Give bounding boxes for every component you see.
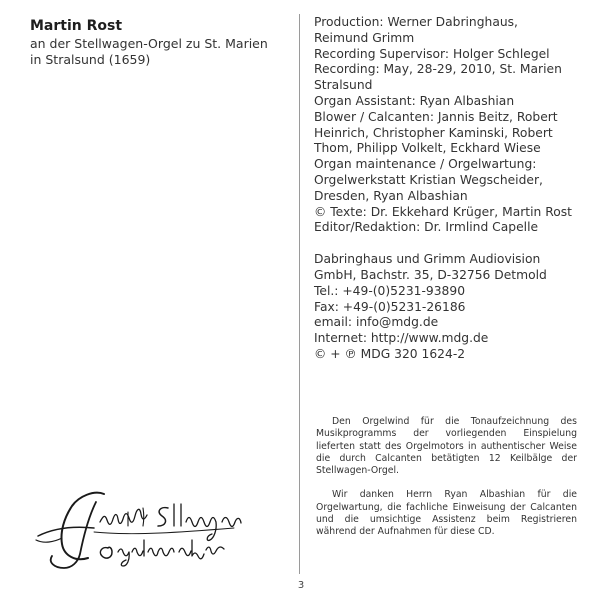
credits-column [314, 15, 589, 363]
credit-line: Stralsund [314, 78, 373, 93]
label-line: Dabringhaus und Grimm Audiovision [314, 252, 541, 267]
label-line: Internet: http://www.mdg.de [314, 331, 489, 346]
label-line: Fax: +49-(0)5231-26186 [314, 299, 466, 314]
page-number: 3 [297, 580, 305, 591]
credit-line: Editor/Redaktion: Dr. Irmlind Capelle [314, 220, 539, 235]
credit-line: Organ Assistant: Ryan Albashian [314, 93, 515, 108]
credit-line: Recording: May, 28-29, 2010, St. Marien [314, 62, 562, 77]
credit-line: © Texte: Dr. Ekkehard Krüger, Martin Rost [314, 204, 572, 219]
credit-line: Reimund Grimm [314, 30, 415, 45]
label-contact-block [314, 252, 589, 363]
notes-block [316, 416, 577, 539]
note-paragraph: Den Orgelwind für die Tonaufzeichnung des Musikprogramms der vorliegenden Einspielung lieferten statt des Orgelmotors in authentischer Weise die durch Calcanten betätigten 12 Keilbälge der Stellwagen-Orgel. [316, 416, 577, 477]
credit-line: Thom, Philipp Volkelt, Eckhard Wiese [314, 141, 541, 156]
credit-line: Production: Werner Dabringhaus, [314, 15, 518, 29]
credit-line: Dresden, Ryan Albashian [314, 188, 468, 203]
note-paragraph: Wir danken Herrn Ryan Albashian für die Orgelwartung, die fachliche Einweisung der Calcanten und die umsichtige Assistenz beim Registrieren während der Aufnahmen für diese CD. [316, 489, 577, 538]
label-line: © + ℗ MDG 320 1624-2 [314, 346, 466, 361]
credit-line: Orgelwerkstatt Kristian Wegscheider, [314, 172, 543, 187]
label-line: Tel.: +49-(0)5231-93890 [314, 283, 466, 298]
credit-line: Blower / Calcanten: Jannis Beitz, Robert [314, 109, 558, 124]
credit-line: Recording Supervisor: Holger Schlegel [314, 46, 550, 61]
label-line: GmbH, Bachstr. 35, D-32756 Detmold [314, 267, 547, 282]
artist-name: Martin Rost [30, 18, 123, 34]
credit-line: Organ maintenance / Orgelwartung: [314, 157, 537, 172]
credit-line: Heinrich, Christopher Kaminski, Robert [314, 125, 553, 140]
production-credits [314, 15, 589, 236]
column-divider [299, 14, 300, 574]
artist-description-line: in Stralsund (1659) [30, 52, 151, 67]
artist-block [30, 17, 285, 68]
artist-description-line: an der Stellwagen-Orgel zu St. Marien [30, 36, 268, 51]
stellwagen-signature-image [34, 482, 274, 572]
label-line: email: info@mdg.de [314, 315, 439, 330]
